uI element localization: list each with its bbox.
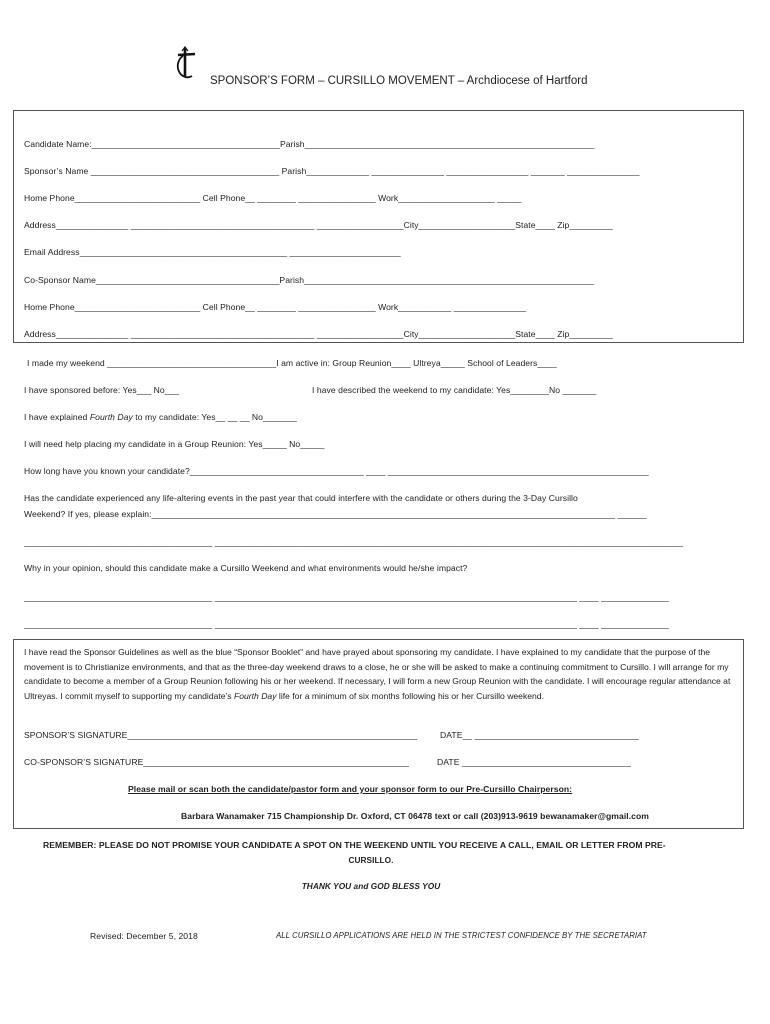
remember-notice-line-2: CURSILLO. bbox=[348, 855, 394, 865]
blank-answer-line-1[interactable]: _______________________________________ _________________________________________________________________________________________________ bbox=[24, 537, 684, 547]
sponsored-before-line[interactable]: I have sponsored before: Yes___ No___ bbox=[24, 385, 180, 395]
cosponsor-address-line[interactable]: Address_______________ ______________________________________ __________________City____________________State____ Zip_________ bbox=[24, 329, 613, 339]
cosponsor-date-line[interactable]: DATE ___________________________________ bbox=[437, 757, 631, 767]
blank-answer-line-2[interactable]: _______________________________________ ___________________________________________________________________________ ____ ______________ bbox=[24, 592, 669, 602]
confidentiality-notice: ALL CURSILLO APPLICATIONS ARE HELD IN THE STRICTEST CONFIDENCE BY THE SECRETARIAT bbox=[276, 931, 647, 940]
sponsor-date-line[interactable]: DATE__ __________________________________ bbox=[440, 730, 639, 740]
group-reunion-help-line[interactable]: I will need help placing my candidate in a Group Reunion: Yes_____ No_____ bbox=[24, 439, 325, 449]
how-long-line[interactable]: How long have you known your candidate?____________________________________ ____ ______________________________________________________ bbox=[24, 466, 649, 476]
why-opinion-line: Why in your opinion, should this candidate make a Cursillo Weekend and what environments would he/she impact? bbox=[24, 563, 468, 573]
fourth-day-text-a: I have explained bbox=[24, 412, 90, 422]
candidate-name-line[interactable]: Candidate Name:_______________________________________Parish____________________________________________________________ bbox=[24, 139, 595, 149]
revised-date: Revised: December 5, 2018 bbox=[90, 931, 198, 941]
agreement-text-end: life for a minimum of six months following his or her Cursillo weekend. bbox=[276, 690, 544, 701]
remember-notice-line-1: REMEMBER: PLEASE DO NOT PROMISE YOUR CANDIDATE A SPOT ON THE WEEKEND UNTIL YOU RECEIVE A CALL, EMAIL OR LETTER FROM PRE- bbox=[43, 840, 666, 850]
cosponsor-phone-line[interactable]: Home Phone__________________________ Cell Phone__ ________ ________________ Work___________ _______________ bbox=[24, 302, 527, 312]
described-weekend-line[interactable]: I have described the weekend to my candidate: Yes________No _______ bbox=[312, 385, 597, 395]
agreement-fourth-day: Fourth Day bbox=[234, 690, 277, 701]
agreement-text: I have read the Sponsor Guidelines as well as the blue “Sponsor Booklet” and have prayed about sponsoring my candidate. I have explained to my candidate that the purpose of the movement is to Christianize environments, and that as the three-day weekend draws to a close, he or she will be asked to make a continuing commitment to Cursillo. I will arrange for my candidate to become a member of a Group Reunion following his or her weekend. If necessary, I will form a new Group Reunion with the candidate. I will encourage regular attendance at Ultreyas. I commit myself to supporting my candidate’s bbox=[24, 647, 731, 701]
mail-instruction: Please mail or scan both the candidate/pastor form and your sponsor form to our Pre-Cursillo Chairperson: bbox=[128, 784, 573, 794]
sponsor-signature-line[interactable]: SPONSOR’S SIGNATURE____________________________________________________________ bbox=[24, 730, 418, 740]
thank-you: THANK YOU and GOD BLESS YOU bbox=[301, 881, 441, 891]
fourth-day-text-c: to my candidate: Yes__ __ __ No_______ bbox=[132, 412, 297, 422]
email-line[interactable]: Email Address___________________________________________ _______________________ bbox=[24, 247, 401, 257]
cosponsor-name-line[interactable]: Co-Sponsor Name______________________________________Parish____________________________________________________________ bbox=[24, 275, 594, 285]
blank-answer-line-3[interactable]: _______________________________________ ___________________________________________________________________________ ____ ______________ bbox=[24, 619, 669, 629]
sponsor-phone-line[interactable]: Home Phone__________________________ Cell Phone__ ________ ________________ Work____________________ _____ bbox=[24, 193, 522, 203]
cosponsor-signature-line[interactable]: CO-SPONSOR’S SIGNATURE_______________________________________________________ bbox=[24, 757, 409, 767]
sponsor-address-line[interactable]: Address_______________ ______________________________________ __________________City____________________State____ Zip_________ bbox=[24, 220, 613, 230]
fourth-day-line[interactable] bbox=[24, 412, 297, 422]
agreement-paragraph bbox=[24, 645, 736, 703]
cursillo-cross-logo bbox=[168, 44, 202, 84]
contact-info: Barbara Wanamaker 715 Championship Dr. Oxford, CT 06478 text or call (203)913-9619 bewanamaker@gmail.com bbox=[181, 811, 649, 821]
page-title: SPONSOR’S FORM – CURSILLO MOVEMENT – Archdiocese of Hartford bbox=[210, 75, 588, 87]
sponsor-name-line[interactable]: Sponsor’s Name _______________________________________ Parish_____________ _______________ _________________ _______ _______________ bbox=[24, 166, 640, 176]
fourth-day-text-b: Fourth Day bbox=[89, 412, 133, 422]
life-events-line-1: Has the candidate experienced any life-altering events in the past year that could interfere with the candidate or others during the 3-Day Cursillo bbox=[24, 493, 578, 503]
weekend-line[interactable]: I made my weekend ___________________________________I am active in: Group Reunion____ Ultreya_____ School of Leaders____ bbox=[27, 358, 557, 368]
life-events-line-2[interactable]: Weekend? If yes, please explain:________________________________________________________________________________________________ ______ bbox=[24, 509, 647, 519]
